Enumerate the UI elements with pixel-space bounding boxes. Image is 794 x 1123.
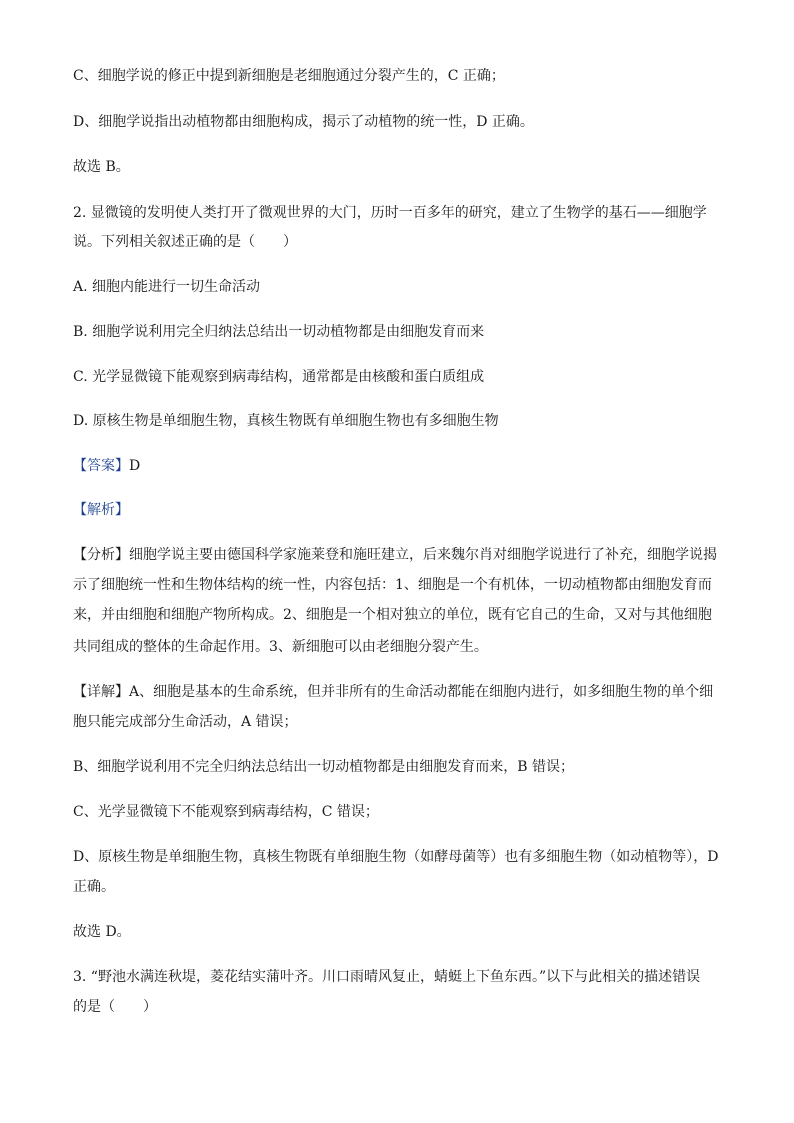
q2-explanation-b: B、细胞学说利用不完全归纳法总结出一切动植物都是由细胞发育而来，B 错误； bbox=[73, 759, 575, 775]
q1-explanation-d: D、细胞学说指出动植物都由细胞构成，揭示了动植物的统一性，D 正确。 bbox=[73, 114, 534, 130]
q2-fenxi-line-4: 共同组成的整体的生命起作用。3、新细胞可以由老细胞分裂产生。 bbox=[73, 639, 488, 655]
q2-answer bbox=[73, 456, 140, 476]
xiangjie-tag: 【详解】 bbox=[73, 684, 129, 700]
q2-explanation-d-line-1: D、原核生物是单细胞生物，真核生物既有单细胞生物（如酵母菌等）也有多细胞生物（如动植物等），D bbox=[73, 849, 719, 865]
q2-stem-line-1: 2. 显微镜的发明使人类打开了微观世界的大门，历时一百多年的研究，建立了生物学的基石——细胞学 bbox=[73, 205, 707, 221]
q3-stem-line-2: 的是（ ） bbox=[73, 999, 157, 1015]
q1-conclusion: 故选 B。 bbox=[73, 159, 130, 175]
q1-explanation-c: C、细胞学说的修正中提到新细胞是老细胞通过分裂产生的，C 正确； bbox=[73, 68, 505, 84]
q3-stem-line-1: 3. “野池水满连秋堤，菱花结实蒲叶齐。川口雨晴风复止，蜻蜓上下鱼东西。”以下与此相关的描述错误 bbox=[73, 969, 701, 985]
q2-option-c: C. 光学显微镜下能观察到病毒结构，通常都是由核酸和蛋白质组成 bbox=[73, 369, 485, 385]
answer-tag: 【答案】 bbox=[73, 458, 129, 474]
q2-stem-line-2: 说。下列相关叙述正确的是（ ） bbox=[73, 234, 297, 250]
q2-xiangjie-line-2: 胞只能完成部分生命活动，A 错误； bbox=[73, 714, 298, 730]
q2-fenxi-line-1 bbox=[73, 545, 717, 565]
q2-fenxi-line-2: 示了细胞统一性和生物体结构的统一性，内容包括：1、细胞是一个有机体，一切动植物都由细胞发育而 bbox=[73, 577, 712, 593]
q2-option-b: B. 细胞学说利用完全归纳法总结出一切动植物都是由细胞发育而来 bbox=[73, 324, 485, 340]
q2-explanation-c: C、光学显微镜下不能观察到病毒结构，C 错误； bbox=[73, 804, 379, 820]
q2-option-a: A. 细胞内能进行一切生命活动 bbox=[73, 279, 261, 295]
analysis-tag: 【解析】 bbox=[73, 502, 129, 518]
q2-analysis-heading bbox=[73, 500, 129, 520]
fenxi-tag: 【分析】 bbox=[73, 547, 129, 563]
q2-xiangjie-line-1 bbox=[73, 682, 713, 702]
answer-value: D bbox=[129, 458, 141, 474]
q2-fenxi-line-3: 来，并由细胞和细胞产物所构成。2、细胞是一个相对独立的单位，既有它自己的生命，又对与其他细胞 bbox=[73, 607, 712, 623]
q2-explanation-d-line-2: 正确。 bbox=[73, 879, 115, 895]
xiangjie-text-1: A、细胞是基本的生命系统，但并非所有的生命活动都能在细胞内进行，如多细胞生物的单个细 bbox=[129, 684, 714, 700]
fenxi-text-1: 细胞学说主要由德国科学家施莱登和施旺建立，后来魏尔肖对细胞学说进行了补充，细胞学说揭 bbox=[129, 547, 717, 563]
q2-option-d: D. 原核生物是单细胞生物，真核生物既有单细胞生物也有多细胞生物 bbox=[73, 413, 499, 429]
q2-conclusion: 故选 D。 bbox=[73, 924, 131, 940]
